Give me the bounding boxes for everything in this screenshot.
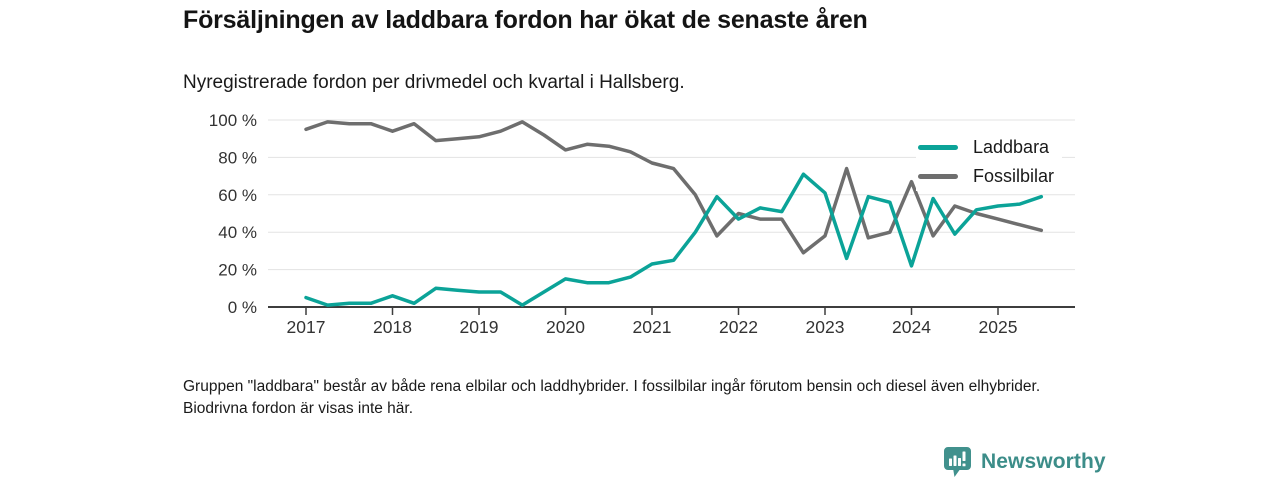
- y-tick-label: 80 %: [218, 148, 257, 168]
- legend-label-laddbara: Laddbara: [973, 136, 1050, 157]
- x-tick-label: 2017: [286, 317, 326, 337]
- laddbara-line-swatch: [918, 145, 958, 150]
- newsworthy-logo-text: Newsworthy: [981, 450, 1106, 473]
- y-axis-labels: [209, 111, 257, 317]
- x-tick-label: 2019: [459, 317, 499, 337]
- x-tick-label: 2021: [632, 317, 672, 337]
- x-axis-ticks: [306, 308, 998, 315]
- x-tick-label: 2023: [805, 317, 845, 337]
- x-tick-label: 2020: [546, 317, 585, 337]
- y-tick-label: 60 %: [218, 185, 257, 205]
- y-tick-label: 100 %: [208, 111, 257, 130]
- x-tick-label: 2022: [719, 317, 758, 337]
- x-tick-label: 2024: [892, 317, 931, 337]
- series-line-laddbara: [306, 174, 1041, 305]
- legend-item-fossilbilar: [918, 165, 1054, 187]
- x-axis-labels: [287, 317, 1018, 337]
- newsworthy-logo-icon: [943, 446, 972, 478]
- x-tick-label: 2025: [978, 317, 1018, 337]
- chart-title: Försäljningen av laddbara fordon har ökat de senaste åren: [183, 6, 868, 34]
- chart-legend: [916, 134, 1062, 191]
- footnote: Gruppen "laddbara" består av både rena elbilar och laddhybrider. I fossilbilar ingår förutom bensin och diesel även elhybrider. Biodrivna fordon är visas inte här.: [183, 378, 1041, 417]
- x-tick-label: 2018: [373, 317, 412, 337]
- y-tick-label: 0 %: [227, 298, 257, 317]
- y-tick-label: 20 %: [218, 260, 257, 280]
- legend-label-fossilbilar: Fossilbilar: [973, 165, 1055, 186]
- newsworthy-brand: [943, 446, 1106, 478]
- fossilbilar-line-swatch: [918, 174, 958, 179]
- legend-item-laddbara: [918, 136, 1054, 158]
- y-tick-label: 40 %: [218, 223, 257, 243]
- chart-subtitle: Nyregistrerade fordon per drivmedel och kvartal i Hallsberg.: [183, 72, 685, 93]
